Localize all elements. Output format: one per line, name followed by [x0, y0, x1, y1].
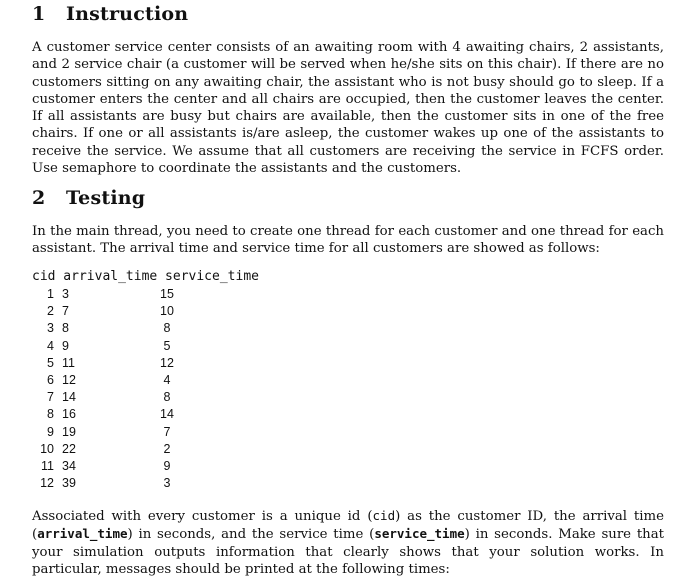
cid-cell: 2: [47, 304, 54, 319]
assoc-text-2: ) as the customer ID, the arrival time (: [32, 509, 664, 543]
table-header: cid arrival_time service_time: [32, 269, 259, 284]
assoc-text-4: ) in seconds. Make sure that your simulation outputs information that clearly shows that your solution works. In particular, messages should be printed at the following times:: [32, 527, 664, 577]
service-cell: 8: [163, 390, 171, 405]
arrival-cell: 12: [62, 372, 76, 387]
service-cell: 14: [160, 407, 174, 422]
arrival-time-code: arrival_time: [37, 526, 128, 542]
cid-cell: 5: [47, 355, 54, 370]
cid-cell: 12: [40, 476, 54, 491]
assoc-text-1: Associated with every customer is a unique id (: [32, 509, 373, 524]
cid-cell: 7: [47, 390, 54, 405]
association-paragraph: [32, 507, 664, 578]
table-row: [32, 304, 232, 321]
arrival-cell: 7: [62, 304, 69, 319]
table-row: [32, 287, 232, 304]
service-cell: 15: [160, 287, 174, 301]
table-row: [32, 459, 232, 476]
service-cell: 12: [160, 355, 174, 370]
cid-cell: 6: [47, 372, 54, 387]
table-row: [32, 442, 232, 459]
section-2-number: 2: [32, 187, 46, 209]
service-cell: 3: [163, 476, 171, 491]
table-row: [32, 373, 232, 390]
section-1-number: 1: [32, 3, 46, 25]
cid-cell: 9: [47, 424, 54, 439]
assoc-text-3: ) in seconds, and the service time (: [127, 527, 375, 543]
service-time-code: service_time: [374, 526, 465, 542]
arrival-cell: 8: [62, 321, 69, 336]
cid-cell: 11: [41, 458, 54, 473]
service-cell: 10: [160, 304, 174, 319]
arrival-cell: 9: [62, 338, 69, 353]
cid-cell: 8: [47, 407, 54, 422]
arrival-cell: 22: [62, 441, 76, 456]
table-row: [32, 476, 232, 493]
customer-table: [32, 287, 232, 493]
table-row: [32, 425, 232, 442]
section-1-heading: [32, 3, 188, 25]
cid-cell: 10: [40, 441, 54, 456]
section-2-heading: [32, 187, 145, 209]
arrival-cell: 14: [62, 390, 76, 405]
arrival-cell: 3: [62, 287, 69, 301]
instruction-paragraph: A customer service center consists of an awaiting room with 4 awaiting chairs, 2 assistants, and 2 service chair (a customer will be served when he/she sits on this chair). If there are no customers sitting on any awaiting chair, the assistant who is not busy should go to sleep. If a customer enters the center and all chairs are occupied, then the customer leaves the center. If all assistants are busy but chairs are available, then the customer sits in one of the free chairs. If one or all assistants is/are asleep, the customer wakes up one of the assistants to receive the service. We assume that all customers are receiving the service in FCFS order. Use semaphore to coordinate the assistants and the customers.: [32, 40, 664, 177]
arrival-cell: 19: [62, 424, 76, 439]
cid-cell: 1: [47, 287, 54, 301]
service-cell: 4: [163, 372, 171, 387]
service-cell: 9: [163, 458, 171, 473]
arrival-cell: 16: [62, 407, 76, 422]
cid-cell: 4: [47, 338, 54, 353]
arrival-cell: 34: [62, 458, 76, 473]
table-row: [32, 407, 232, 424]
section-2-title: Testing: [66, 187, 146, 209]
table-row: [32, 339, 232, 356]
service-cell: 7: [163, 424, 171, 439]
table-row: [32, 390, 232, 407]
section-1-title: Instruction: [66, 3, 189, 25]
cid-code: cid: [372, 508, 396, 523]
arrival-cell: 39: [62, 476, 76, 491]
table-row: [32, 321, 232, 338]
cid-cell: 3: [47, 321, 54, 336]
table-row: [32, 356, 232, 373]
service-cell: 8: [163, 321, 171, 336]
service-cell: 5: [163, 338, 171, 353]
arrival-cell: 11: [62, 355, 75, 370]
service-cell: 2: [163, 441, 171, 456]
testing-intro-paragraph: In the main thread, you need to create one thread for each customer and one thread for each assistant. The arrival time and service time for all customers are showed as follows:: [32, 224, 664, 257]
